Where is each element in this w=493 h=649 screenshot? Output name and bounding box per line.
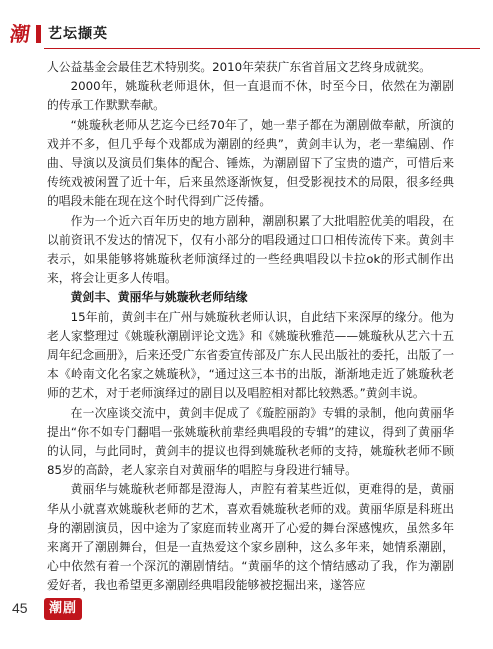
paragraph: 黄丽华与姚璇秋老师都是澄海人，声腔有着某些近似，更难得的是，黄丽华从小就喜欢姚璇秋老师的艺术，喜欢看姚璇秋老师的戏。黄丽华原是科班出身的潮剧演员，因中途为了家庭而转业离开了心爱的舞台深感愧疚，虽然多年来离开了潮剧舞台，但是一直热爱这个家乡剧种，这么多年来，她情系潮剧，心中依然有着一个深沉的潮剧情结。“黄丽华的这个情结感动了我，作为潮剧爱好者，我也希望更多潮剧经典唱段能够被挖掘出来，遂答应: [47, 482, 454, 593]
header-accent-bar: [36, 25, 41, 43]
paragraph-continued: 人公益基金会最佳艺术特别奖。2010年荣获广东省首届文艺终身成就奖。: [47, 60, 431, 74]
section-subheading: 黄剑丰、黄丽华与姚璇秋老师结缘: [70, 290, 248, 305]
paragraph: “姚璇秋老师从艺迄今已经70年了，她一辈子都在为潮剧做奉献，所演的戏并不多，但几乎每个戏都成为潮剧的经典”，黄剑丰认为，老一辈编剧、作曲、导演以及演员们集体的配合、锤炼，为潮剧留下了宝贵的遗产，可惜后来传统戏被闲置了近十年，后来虽然逐渐恢复，但受影视技术的局限，很多经典的唱段未能在现在这个时代得到广泛传播。: [47, 117, 454, 209]
page-header: [6, 22, 476, 48]
paragraph: 15年前，黄剑丰在广州与姚璇秋老师认识，自此结下来深厚的缘分。他为老人家整理过《姚璇秋潮剧评论文选》和《姚璇秋雅范——姚璇秋从艺六十五周年纪念画册》，后来还受广东省委宣传部及广东人民出版社的委托，出版了一本《岭南文化名家之姚璇秋》，“通过这三本书的出版，渐渐地走近了姚璇秋老师的艺术，对于老师演绎过的剧目以及唱腔相对都比较熟悉。”黄剑丰说。: [47, 309, 454, 401]
section-title: 艺坛撷英: [48, 26, 108, 42]
paragraph: 在一次座谈交流中，黄剑丰促成了《璇腔丽韵》专辑的录制，他向黄丽华提出“你不如专门翻唱一张姚璇秋前辈经典唱段的专辑”的建议，得到了黄丽华的认同，与此同时，黄剑丰的提议也得到姚璇秋老师的支持，姚璇秋老师不顾85岁的高龄，老人家亲自对黄丽华的唱腔与身段进行辅导。: [47, 405, 454, 478]
header-divider: [44, 48, 480, 49]
page-footer: [0, 598, 493, 628]
page-number: 45: [12, 600, 28, 616]
paragraph: 作为一个近六百年历史的地方剧种，潮剧积累了大批唱腔优美的唱段，在以前资讯不发达的情况下，仅有小部分的唱段通过口口相传流传下来。黄剑丰表示，如果能够将姚璇秋老师演绎过的一些经典唱段以卡拉ok的形式制作出来，将会让更多人传唱。: [47, 213, 454, 286]
magazine-logo-mark: 潮: [8, 22, 32, 46]
paragraph: 2000年，姚璇秋老师退休，但一直退而不休，时至今日，依然在为潮剧的传承工作默默奉献。: [47, 79, 454, 113]
footer-logo: 潮剧: [44, 598, 82, 620]
article-body: [47, 58, 454, 596]
